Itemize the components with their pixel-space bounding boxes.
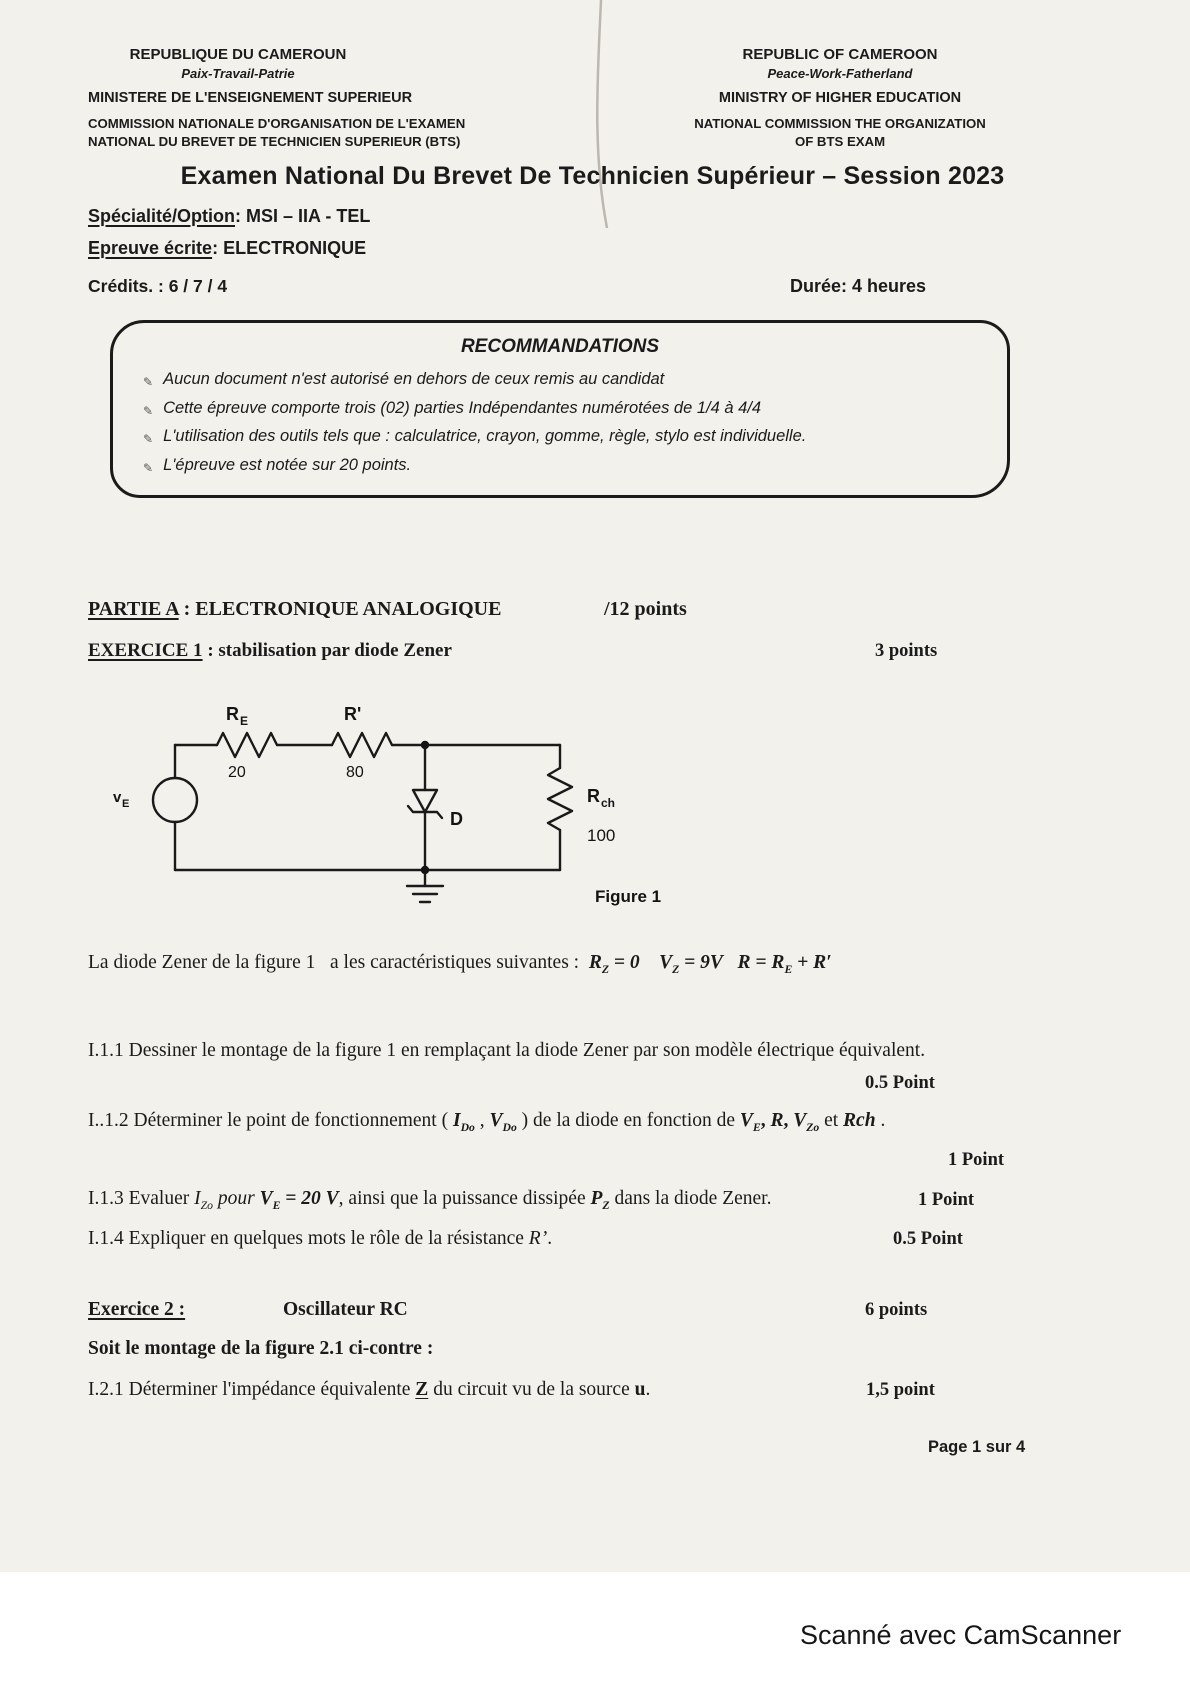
- figure1-circuit: [95, 690, 735, 940]
- partie-a-rest: : ELECTRONIQUE ANALOGIQUE: [178, 598, 502, 620]
- duree: Durée: 4 heures: [790, 276, 927, 296]
- exercice2-title: Oscillateur RC: [283, 1299, 408, 1320]
- label-ve: v: [113, 789, 122, 806]
- text-segment: V: [489, 1110, 503, 1131]
- text-segment: = 9V: [679, 952, 723, 973]
- text-segment: Zo: [200, 1198, 213, 1212]
- node-dot-top: [421, 741, 429, 749]
- label-rprime: R': [344, 704, 362, 724]
- text-segment: Rch: [843, 1110, 876, 1131]
- camscanner-watermark: Scanné avec CamScanner: [800, 1620, 1122, 1650]
- text-segment: R: [771, 952, 785, 973]
- specialite-line: [88, 206, 370, 227]
- header-right-commission-line1: NATIONAL COMMISSION THE ORGANIZATION: [694, 116, 986, 131]
- header-left-country: REPUBLIQUE DU CAMEROUN: [129, 46, 347, 63]
- text-segment: = 0: [609, 952, 640, 973]
- text-segment: I: [194, 1188, 201, 1209]
- recommendation-item: [143, 396, 983, 425]
- exercice2-points: 6 points: [865, 1300, 928, 1320]
- specialite-value: : MSI – IIA - TEL: [235, 206, 371, 226]
- text-segment: .: [645, 1379, 651, 1400]
- text-segment: pour: [213, 1188, 260, 1209]
- text-segment: E: [272, 1198, 281, 1212]
- text-segment: Zo: [806, 1120, 820, 1134]
- text-segment: Z: [601, 962, 609, 976]
- text-segment: I: [452, 1110, 461, 1131]
- exercice1-rest: : stabilisation par diode Zener: [202, 640, 452, 661]
- figure1-caption: Figure 1: [595, 887, 662, 906]
- label-diode: D: [450, 809, 463, 829]
- text-segment: R: [770, 1110, 784, 1131]
- label-rch-sub: ch: [601, 796, 616, 810]
- question-1-1-3-points: 1 Point: [918, 1190, 975, 1210]
- text-segment: Do: [460, 1120, 475, 1134]
- text-segment: I.2.1 Déterminer l'impédance équivalente: [88, 1379, 416, 1400]
- text-segment: V: [739, 1110, 753, 1131]
- pen-bullet-icon: ✎: [143, 432, 154, 446]
- question-1-1-1: I.1.1 Dessiner le montage de la figure 1 en remplaçant la diode Zener par son modèle électrique équivalent.: [88, 1040, 926, 1061]
- text-segment: E: [752, 1120, 761, 1134]
- text-segment: ,: [760, 1110, 771, 1131]
- recommendation-item: [143, 367, 983, 396]
- page-number: Page 1 sur 4: [928, 1438, 1026, 1456]
- header-left-commission-line1: COMMISSION NATIONALE D'ORGANISATION DE L'EXAMEN: [88, 116, 466, 131]
- text-segment: La diode Zener de la figure 1 a les caractéristiques suivantes :: [88, 952, 589, 973]
- epreuve-value: : ELECTRONIQUE: [212, 238, 367, 258]
- label-rch: R: [587, 786, 600, 806]
- question-1-2-1-points: 1,5 point: [866, 1380, 935, 1400]
- question-1-1-2-points: 1 Point: [948, 1150, 1005, 1170]
- value-re: 20: [228, 764, 246, 781]
- header-left-ministry: MINISTERE DE L'ENSEIGNEMENT SUPERIEUR: [88, 90, 413, 106]
- credits: Crédits. : 6 / 7 / 4: [88, 276, 228, 296]
- question-1-1-2: [88, 1110, 1088, 1132]
- header-right-motto: Peace-Work-Fatherland: [767, 66, 913, 81]
- text-segment: du circuit vu de la source: [428, 1379, 635, 1400]
- recommendation-text: L'épreuve est notée sur 20 points.: [163, 455, 412, 474]
- page-title: Examen National Du Brevet De Technicien Supérieur – Session 2023: [180, 162, 1005, 190]
- partie-a-heading: [88, 598, 501, 621]
- epreuve-label: Epreuve écrite: [88, 238, 213, 258]
- text-segment: [640, 952, 660, 973]
- recommendations-box: [110, 320, 1010, 498]
- text-segment: Do: [502, 1120, 517, 1134]
- recommendation-text: Cette épreuve comporte trois (02) parties Indépendantes numérotées de 1/4 à 4/4: [163, 398, 762, 417]
- text-segment: P: [590, 1188, 603, 1209]
- exercice2-intro: Soit le montage de la figure 2.1 ci-contre :: [88, 1338, 434, 1359]
- header-left-motto: Paix-Travail-Patrie: [181, 66, 295, 81]
- text-segment: u: [634, 1379, 646, 1400]
- text-segment: Z: [415, 1379, 429, 1400]
- text-segment: + R′: [792, 952, 832, 973]
- value-rch: 100: [587, 826, 616, 845]
- text-segment: ,: [474, 1110, 490, 1131]
- recommendations-title: RECOMMANDATIONS: [460, 336, 660, 357]
- value-rprime: 80: [346, 764, 364, 781]
- partie-a-points: /12 points: [604, 598, 687, 620]
- text-segment: R: [588, 952, 602, 973]
- question-1-1-3: [88, 1188, 908, 1210]
- node-dot-bottom: [421, 866, 429, 874]
- voltage-source: [153, 778, 197, 822]
- text-segment: V: [793, 1110, 807, 1131]
- text-segment: I..1.2 Déterminer le point de fonctionnement (: [88, 1110, 453, 1131]
- question-1-2-1: [88, 1379, 848, 1401]
- text-segment: I.1.4 Expliquer en quelques mots le rôle de la résistance: [88, 1228, 529, 1249]
- text-segment: .: [547, 1228, 553, 1249]
- text-segment: ) de la diode en fonction de: [516, 1110, 740, 1131]
- epreuve-line: [88, 238, 366, 259]
- recommendation-item: [143, 453, 983, 482]
- recommendation-text: Aucun document n'est autorisé en dehors de ceux remis au candidat: [163, 370, 665, 388]
- text-segment: .: [875, 1110, 886, 1131]
- ground-icon: [407, 886, 443, 902]
- recommendation-text: L'utilisation des outils tels que : calculatrice, crayon, gomme, règle, stylo est individuelle.: [163, 427, 807, 445]
- text-segment: ,: [783, 1110, 794, 1131]
- label-re: R: [226, 704, 239, 724]
- exercice1-heading: [88, 640, 452, 662]
- text-segment: et: [819, 1110, 844, 1131]
- text-segment: R’: [528, 1228, 548, 1249]
- text-segment: V: [259, 1188, 273, 1209]
- header-left-commission-line2: NATIONAL DU BREVET DE TECHNICIEN SUPERIEUR (BTS): [88, 134, 461, 149]
- pen-bullet-icon: ✎: [143, 375, 154, 389]
- text-segment: [723, 952, 738, 973]
- resistor-rprime: [332, 733, 392, 757]
- header-right-country: REPUBLIC OF CAMEROON: [742, 46, 938, 63]
- text-segment: =: [750, 952, 772, 973]
- zener-diode: [413, 790, 437, 812]
- text-segment: , ainsi que la puissance dissipée: [338, 1188, 591, 1209]
- label-ve-sub: E: [122, 798, 130, 810]
- text-segment: I.1.3 Evaluer: [88, 1188, 195, 1209]
- specialite-label: Spécialité/Option: [88, 206, 236, 226]
- text-segment: V: [659, 952, 673, 973]
- resistor-rch: [548, 768, 572, 830]
- pen-bullet-icon: ✎: [143, 403, 154, 418]
- recommendation-item: [143, 424, 983, 453]
- header-left: [88, 46, 518, 151]
- exercice1-points: 3 points: [875, 641, 938, 661]
- text-segment: E: [784, 962, 793, 976]
- text-segment: dans la diode Zener.: [609, 1188, 772, 1209]
- pen-bullet-icon: ✎: [143, 460, 154, 475]
- label-re-sub: E: [240, 714, 249, 728]
- exercice1-label: EXERCICE 1: [88, 640, 203, 661]
- resistor-re: [217, 733, 277, 757]
- question-1-1-4-points: 0.5 Point: [893, 1229, 963, 1249]
- partie-a-label: PARTIE A: [88, 598, 179, 620]
- text-segment: R: [737, 952, 751, 973]
- exercice2-heading: [88, 1299, 185, 1321]
- exercice2-label: Exercice 2 :: [88, 1299, 186, 1320]
- text-segment: V: [325, 1188, 339, 1209]
- question-1-1-4: [88, 1228, 878, 1250]
- text-segment: = 20: [280, 1188, 326, 1209]
- question-1-1-1-points: 0.5 Point: [865, 1073, 935, 1093]
- text-segment: Z: [672, 962, 680, 976]
- header-right-commission-line2: OF BTS EXAM: [794, 134, 886, 149]
- header-right-ministry: MINISTRY OF HIGHER EDUCATION: [718, 90, 962, 106]
- header-right: [655, 46, 1025, 151]
- text-segment: Z: [602, 1198, 610, 1212]
- zener-characteristics: [88, 952, 1108, 974]
